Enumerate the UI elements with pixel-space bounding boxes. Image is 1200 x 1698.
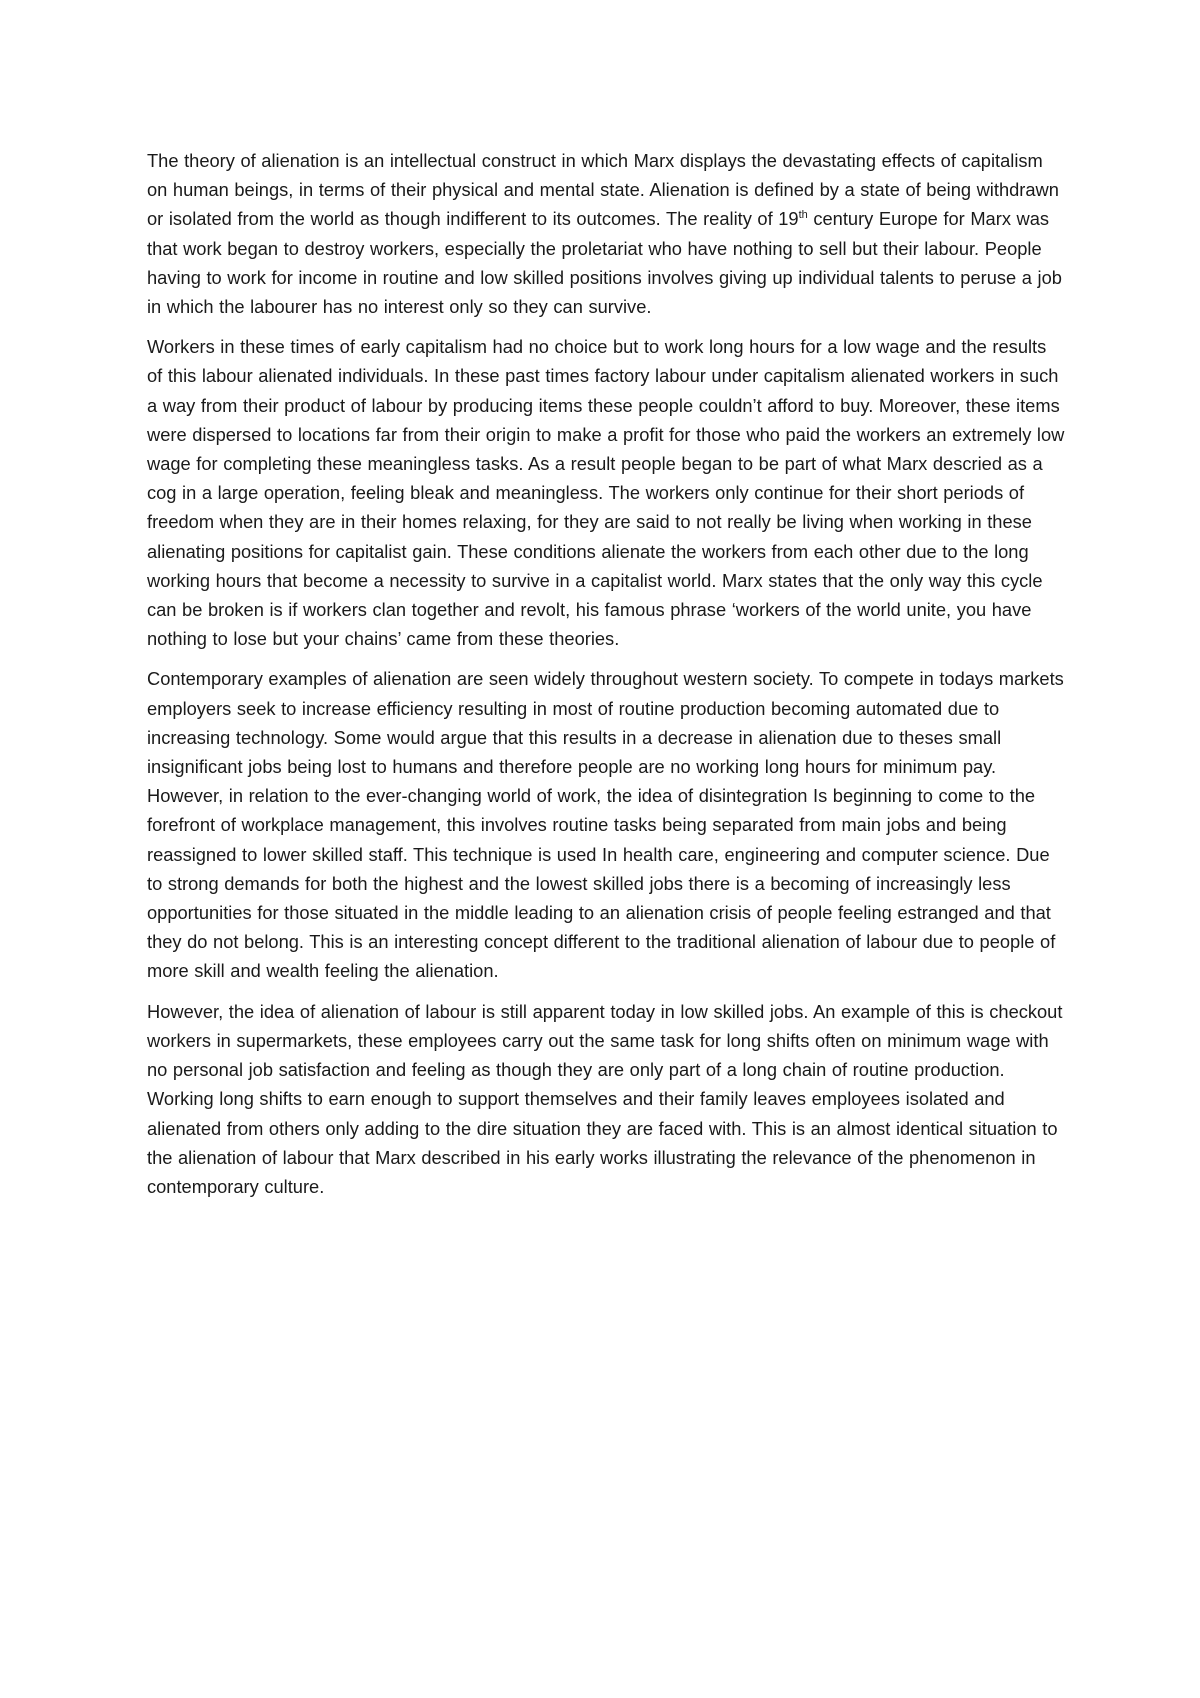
ordinal-superscript: th [798,209,808,222]
paragraph-1-text-end: century Europe for Marx was that work began to destroy workers, especially the proletariat who have nothing to sell but their labour. People having to work for income in routine and low skilled positions involves giving up individual talents to peruse a job in which the labourer has no interest only so they can survive. [147,208,1062,318]
paragraph-1 [147,146,1067,321]
paragraph-4: However, the idea of alienation of labour is still apparent today in low skilled jobs. An example of this is checkout workers in supermarkets, these employees carry out the same task for long shifts often on minimum wage with no personal job satisfaction and feeling as though they are only part of a long chain of routine production. Working long shifts to earn enough to support themselves and their family leaves employees isolated and alienated from others only adding to the dire situation they are faced with. This is an almost identical situation to the alienation of labour that Marx described in his early works illustrating the relevance of the phenomenon in contemporary culture. [147,1000,1063,1197]
paragraph-2: Workers in these times of early capitalism had no choice but to work long hours for a low wage and the results of this labour alienated individuals. In these past times factory labour under capitalism alienated workers in such a way from their product of labour by producing items these people couldn’t afford to buy. Moreover, these items were dispersed to locations far from their origin to make a profit for those who paid the workers an extremely low wage for completing these meaningless tasks. As a result people began to be part of what Marx descried as a cog in a large operation, feeling bleak and meaningless. The workers only continue for their short periods of freedom when they are in their homes relaxing, for they are said to not really be living when working in these alienating positions for capitalist gain. These conditions alienate the workers from each other due to the long working hours that become a necessity to survive in a capitalist world. Marx states that the only way this cycle can be broken is if workers clan together and revolt, his famous phrase ‘workers of the world unite, you have nothing to lose but your chains’ came from these theories. [147,336,1065,650]
document-body [147,146,1067,1212]
paragraph-3: Contemporary examples of alienation are seen widely throughout western society. To compete in todays markets employers seek to increase efficiency resulting in most of routine production becoming automated due to increasing technology. Some would argue that this results in a decrease in alienation due to theses small insignificant jobs being lost to humans and therefore people are no working long hours for minimum pay. However, in relation to the ever-changing world of work, the idea of disintegration Is beginning to come to the forefront of workplace management, this involves routine tasks being separated from main jobs and being reassigned to lower skilled staff. This technique is used In health care, engineering and computer science. Due to strong demands for both the highest and the lowest skilled jobs there is a becoming of increasingly less opportunities for those situated in the middle leading to an alienation crisis of people feeling estranged and that they do not belong. This is an interesting concept different to the traditional alienation of labour due to people of more skill and wealth feeling the alienation. [147,668,1064,982]
paragraph-1-text-start: The theory of alienation is an intellectual construct in which Marx displays the devastating effects of capitalism on human beings, in terms of their physical and mental state. Alienation is defined by a state of being withdrawn or isolated from the world as though indifferent to its outcomes. The reality of 19 [147,150,1059,230]
